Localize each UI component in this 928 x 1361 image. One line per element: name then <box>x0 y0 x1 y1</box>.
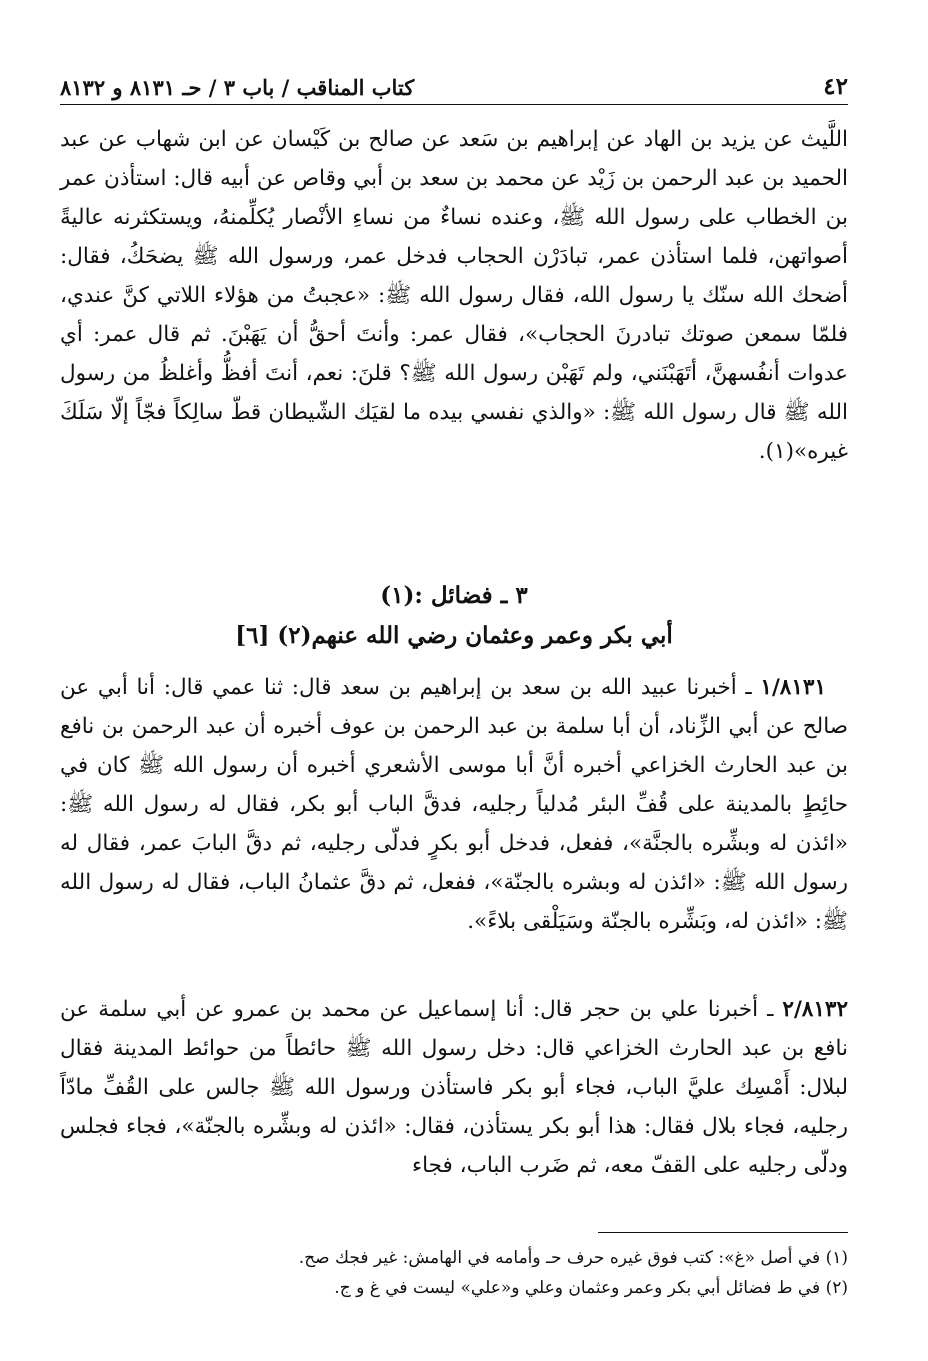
section-heading: ٣ ـ فضائل :(١) <box>380 582 528 609</box>
running-title: كتاب المناقب / باب ٣ / حـ ٨١٣١ و ٨١٣٢ <box>60 75 415 100</box>
hadith-8132 <box>60 990 848 1185</box>
hadith-text: ـ أخبرنا عبيد الله بن سعد بن إبراهيم بن سعد قال: ثنا عمي قال: أنا أبي عن صالح عن أبي الزِّناد، أن أبا سلمة بن عبد الرحمن بن عوف أخبره أن عبد الرحمن بن نافع بن عبد الحارث الخزاعي أخبره أنَّ أبا موسى الأشعري أخبره أن رسول الله ﷺ كان في حائِطٍ بالمدينة على قُفِّ البئر مُدلياً رجليه، فدقَّ الباب أبو بكر، فقال له رسول الله ﷺ: «ائذن له وبشِّره بالجنَّة»، ففعل، فدخل أبو بكرٍ فدلّى رجليه، ثم دقَّ البابَ عمر، فقال له رسول الله ﷺ: «ائذن له وبشره بالجنّة»، ففعل، ثم دقَّ عثمانُ الباب، فقال له رسول الله ﷺ: «ائذن له، وبَشِّره بالجنّة وسَيَلْقى بلاءً». <box>60 675 848 934</box>
hadith-number: ١/٨١٣١ <box>760 675 826 700</box>
hadith-8131 <box>60 668 848 941</box>
page-number: ٤٢ <box>823 73 848 100</box>
paragraph-opening: اللَّيث عن يزيد بن الهاد عن إبراهيم بن سَعد عن صالح بن كَيْسان عن ابن شهاب عن عبد الحميد بن عبد الرحمن بن زَيْد عن محمد بن سعد بن أبي وقاص عن أبيه قال: استأذن عمر بن الخطاب على رسول الله ﷺ، وعنده نساءٌ من نساءِ الأنْصار يُكلِّمنهُ، ويستكثرنه عاليةً أصواتهن، فلما استأذن عمر، تبادَرْن الحجاب فدخل عمر، ورسول الله ﷺ يضحَكُ، فقال: أضحك الله سنّك يا رسول الله، فقال رسول الله ﷺ: «عجبتُ من هؤلاء اللاتي كنَّ عندي، فلمّا سمعن صوتك تبادرنَ الحجاب»، فقال عمر: وأنتَ أحقُّ أن يَهَبْنَ. ثم قال عمر: أي عدوات أنفُسهنَّ، أتَهَبْنَني، ولم تَهَبْن رسول الله ﷺ؟ قلنَ: نعم، أنتَ أفظُّ وأغلظُ من رسول الله ﷺ قال رسول الله ﷺ: «والذي نفسي بيده ما لقيَك الشّيطان قطّ سالِكاً فجّاً إلّا سَلَكَ غيره»(١). <box>60 127 848 464</box>
running-header <box>60 60 848 105</box>
footnote-1: (١) في أصل «غ»: كتب فوق غيره حرف حـ وأمامه في الهامش: غير فجك صح. <box>298 1248 848 1268</box>
section-subheading: أبي بكر وعمر وعثمان رضي الله عنهم(٢) [٦] <box>235 622 673 649</box>
footnote-divider <box>598 1232 848 1233</box>
hadith-number: ٢/٨١٣٢ <box>782 997 848 1022</box>
footnote-2: (٢) في ط فضائل أبي بكر وعمر وعثمان وعلي و«علي» ليست في غ و ج. <box>334 1278 848 1298</box>
hadith-text: ـ أخبرنا علي بن حجر قال: أنا إسماعيل عن محمد بن عمرو عن أبي سلمة عن نافع بن عبد الحارث الخزاعي قال: دخل رسول الله ﷺ حائطاً من حوائط المدينة فقال لبلال: أَمْسِك عليَّ الباب، فجاء أبو بكر فاستأذن ورسول الله ﷺ جالس على القُفِّ مادّاً رجليه، فجاء بلال فقال: هذا أبو بكر يستأذن، فقال: «ائذن له وبشِّره بالجنّة»، فجاء فجلس ودلّى رجليه على القفّ معه، ثم ضَرب الباب، فجاء <box>60 997 848 1178</box>
